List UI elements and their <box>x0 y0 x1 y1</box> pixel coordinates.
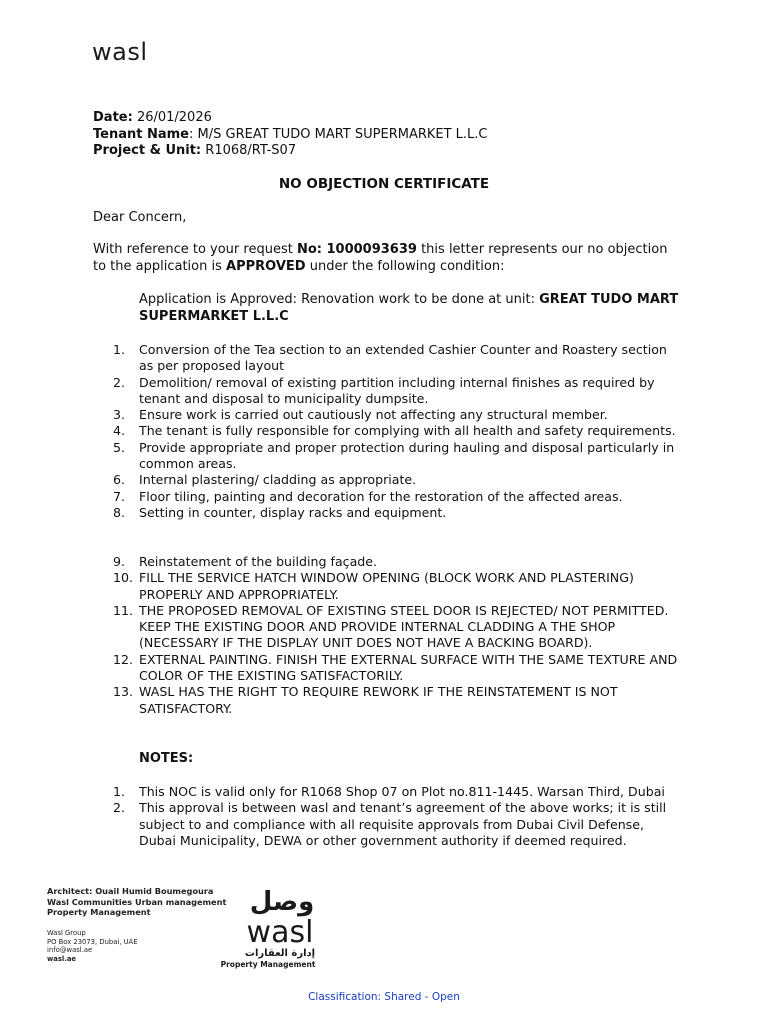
tenant-line: Tenant Name: M/S GREAT TUDO MART SUPERMARKET L.L.C <box>93 126 488 142</box>
conditions-list-b <box>93 554 679 717</box>
list-item: 8. Setting in counter, display racks and equipment. <box>113 504 447 520</box>
list-item: 6. Internal plastering/ cladding as appropriate. <box>113 472 417 488</box>
conditions-list-a <box>93 342 679 521</box>
list-item: 4. The tenant is fully responsible for complying with all health and safety requirements. <box>113 423 676 439</box>
wasl-property-management-logo <box>220 884 332 970</box>
list-item: 2. This approval is between wasl and tenant’s agreement of the above works; it is still subject to and compliance with all requisite approvals from Dubai Civil Defense, Dubai Municipality, DEWA or other government authority if deemed required. <box>113 800 667 848</box>
logo-arabic-subtext: إدارة العقارات <box>244 948 316 959</box>
logo-latin-text: wasl <box>246 915 314 950</box>
list-item: 2. Demolition/ removal of existing partition including internal finishes as required by tenant and disposal to municipality dumpsite. <box>113 374 655 406</box>
project-line: Project & Unit: R1068/RT-S07 <box>93 143 297 158</box>
list-item: 3. Ensure work is carried out cautiously not affecting any structural member. <box>113 407 608 423</box>
list-item: 1. This NOC is valid only for R1068 Shop 07 on Plot no.811-1445. Warsan Third, Dubai <box>113 784 665 799</box>
reference-paragraph: With reference to your request No: 1000093639 this letter represents our no objection to the application is APPROVED under the following condition: <box>93 242 668 274</box>
list-item: 13. WASL HAS THE RIGHT TO REQUIRE REWORK IF THE REINSTATEMENT IS NOT SATISFACTORY. <box>113 684 618 716</box>
letter-meta <box>93 110 488 160</box>
application-paragraph: Application is Approved: Renovation work to be done at unit: GREAT TUDO MART SUPERMARKET L.L.C <box>139 292 679 324</box>
wasl-logo: wasl <box>92 38 148 66</box>
list-item: 1. Conversion of the Tea section to an extended Cashier Counter and Roastery section as per proposed layout <box>113 342 667 374</box>
notes-list <box>93 784 679 849</box>
list-item: 11. THE PROPOSED REMOVAL OF EXISTING STEEL DOOR IS REJECTED/ NOT PERMITTED. KEEP THE EXISTING DOOR AND PROVIDE INTERNAL CLADDING A THE SHOP (NECESSARY IF THE DISPLAY UNIT DOES NOT HAVE A BACKING BOARD). <box>113 602 669 651</box>
footer-signatory: Architect: Ouail Humid Boumegoura Wasl Communities Urban management Property Management <box>47 886 227 917</box>
date-line: Date: 26/01/2026 <box>93 110 212 125</box>
list-item: 5. Provide appropriate and proper protection during hauling and disposal particularly in common areas. <box>113 439 675 472</box>
footer-address: Wasl Group PO Box 23073, Dubai, UAE info@wasl.ae wasl.ae <box>47 929 138 963</box>
list-item: 10. FILL THE SERVICE HATCH WINDOW OPENING (BLOCK WORK AND PLASTERING) PROPERLY AND APPROPRIATELY. <box>113 570 634 602</box>
salutation: Dear Concern, <box>93 210 187 225</box>
logo-caption: Property Management <box>220 960 316 969</box>
list-item: 9. Reinstatement of the building façade. <box>113 554 378 569</box>
list-item: 12. EXTERNAL PAINTING. FINISH THE EXTERNAL SURFACE WITH THE SAME TEXTURE AND COLOR OF THE EXISTING SATISFACTORILY. <box>113 651 678 684</box>
classification-label: Classification: Shared - Open <box>308 991 460 1003</box>
list-item: 7. Floor tiling, painting and decoration for the restoration of the affected areas. <box>113 488 623 504</box>
notes-heading: NOTES: <box>139 751 194 766</box>
document-title: NO OBJECTION CERTIFICATE <box>278 176 490 192</box>
logo-arabic-text: وصل <box>249 887 315 917</box>
